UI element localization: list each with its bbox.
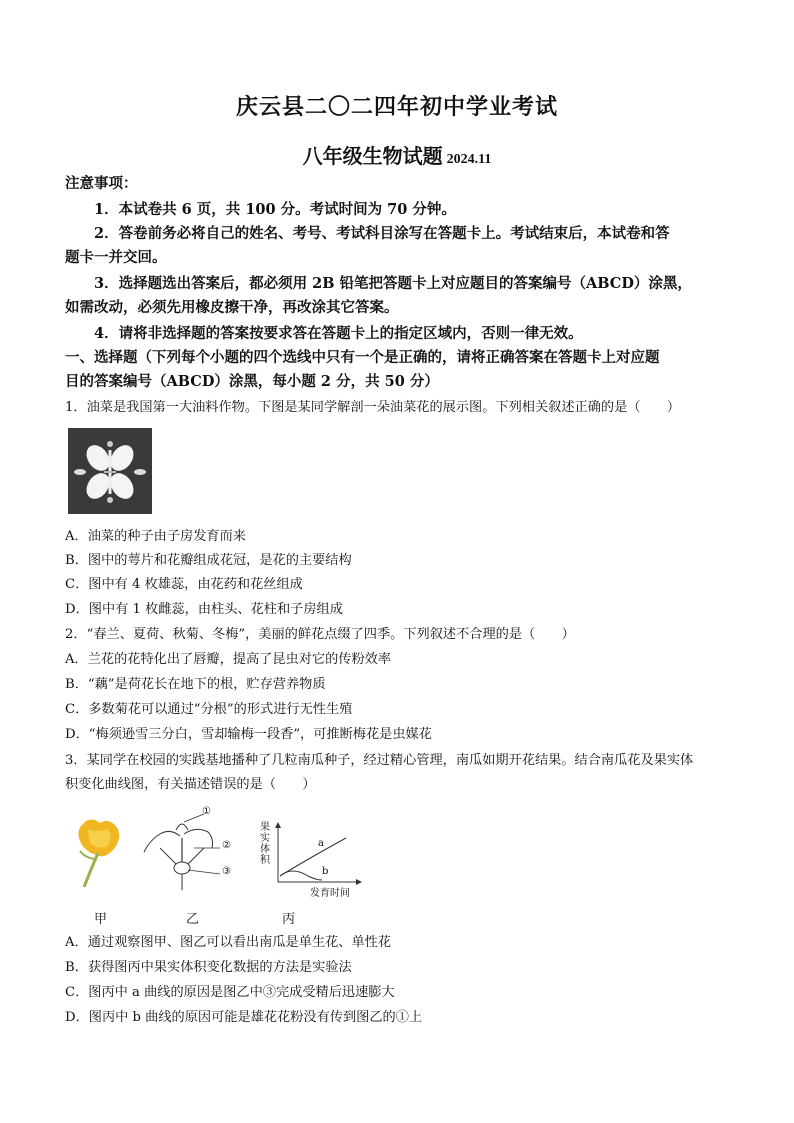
option: B．获得图丙中果实体积变化数据的方法是实验法 (65, 960, 352, 975)
flower-structure-diagram (140, 808, 240, 896)
question-3-stem-cont: 积变化曲线图，有关描述错误的是（ ） (65, 777, 316, 792)
curve-a-label: a (318, 838, 324, 849)
curve-b (280, 871, 322, 880)
exam-subtitle (0, 140, 794, 169)
notice-heading: 注意事项： (65, 175, 138, 192)
exam-date: 2024.11 (446, 152, 492, 167)
question-2-stem: 2．“春兰、夏荷、秋菊、冬梅”，美丽的鲜花点缀了四季。下列叙述不合理的是（ ） (65, 627, 575, 642)
figure-label-bing: 丙 (282, 912, 296, 927)
option: C．多数菊花可以通过“分根”的形式进行无性生殖 (65, 702, 353, 717)
notice-item: 2．答卷前务必将自己的姓名、考号、考试科目涂写在答题卡上。考试结束后，本试卷和答 (94, 225, 670, 242)
question-3-stem: 3．某同学在校园的实践基地播种了几粒南瓜种子，经过精心管理，南瓜如期开花结果。结合南瓜花及果实体 (65, 753, 694, 768)
option: A．油菜的种子由子房发育而来 (65, 529, 246, 544)
figure-label-jia: 甲 (94, 912, 108, 927)
option: B．“藕”是荷花长在地下的根，贮存营养物质 (65, 677, 326, 692)
section-heading: 一、选择题（下列每个小题的四个选线中只有一个是正确的，请将正确答案在答题卡上对应题 (65, 349, 660, 366)
marker-2: ② (222, 840, 231, 851)
notice-item: 如需改动，必须先用橡皮擦干净，再改涂其它答案。 (65, 299, 399, 316)
curve-b-label: b (322, 866, 329, 877)
chart-xlabel: 发育时间 (310, 888, 350, 899)
section-heading-cont: 目的答案编号（ABCD）涂黑，每小题 2 分，共 50 分） (65, 373, 439, 390)
exam-title: 庆云县二〇二四年初中学业考试 (235, 94, 558, 120)
option: C．图中有 4 枚雄蕊，由花药和花丝组成 (65, 577, 303, 592)
option: A．兰花的花特化出了唇瓣，提高了昆虫对它的传粉效率 (65, 652, 392, 667)
rapeseed-flower-photo (68, 428, 152, 514)
option: A．通过观察图甲、图乙可以看出南瓜是单生花、单性花 (65, 935, 392, 950)
question-1-stem: 1．油菜是我国第一大油料作物。下图是某同学解剖一朵油菜花的展示图。下列相关叙述正确的是（ ） (65, 400, 681, 415)
option: D．“梅须逊雪三分白，雪却输梅一段香”，可推断梅花是虫媒花 (65, 727, 432, 742)
option: B．图中的萼片和花瓣组成花冠，是花的主要结构 (65, 553, 352, 568)
notice-item: 4．请将非选择题的答案按要求答在答题卡上的指定区域内，否则一律无效。 (94, 325, 583, 342)
option: D．图中有 1 枚雌蕊，由柱头、花柱和子房组成 (65, 602, 343, 617)
option: C．图丙中 a 曲线的原因是图乙中③完成受精后迅速膨大 (65, 985, 395, 1000)
subject-title: 八年级生物试题 (302, 144, 443, 168)
notice-item: 题卡一并交回。 (65, 249, 167, 266)
notice-item: 1．本试卷共 6 页，共 100 分。考试时间为 70 分钟。 (94, 201, 456, 218)
curve-a (280, 838, 346, 876)
marker-3: ③ (222, 866, 231, 877)
pumpkin-flower-photo (70, 815, 132, 895)
chart-ylabel: 果 实 体 积 (260, 822, 270, 866)
notice-item: 3．选择题选出答案后，都必须用 2B 铅笔把答题卡上对应题目的答案编号（ABCD）涂黑， (94, 275, 692, 292)
figure-label-yi: 乙 (186, 912, 200, 927)
option: D．图丙中 b 曲线的原因可能是雄花花粉没有传到图乙的①上 (65, 1010, 423, 1025)
marker-1: ① (202, 806, 211, 817)
